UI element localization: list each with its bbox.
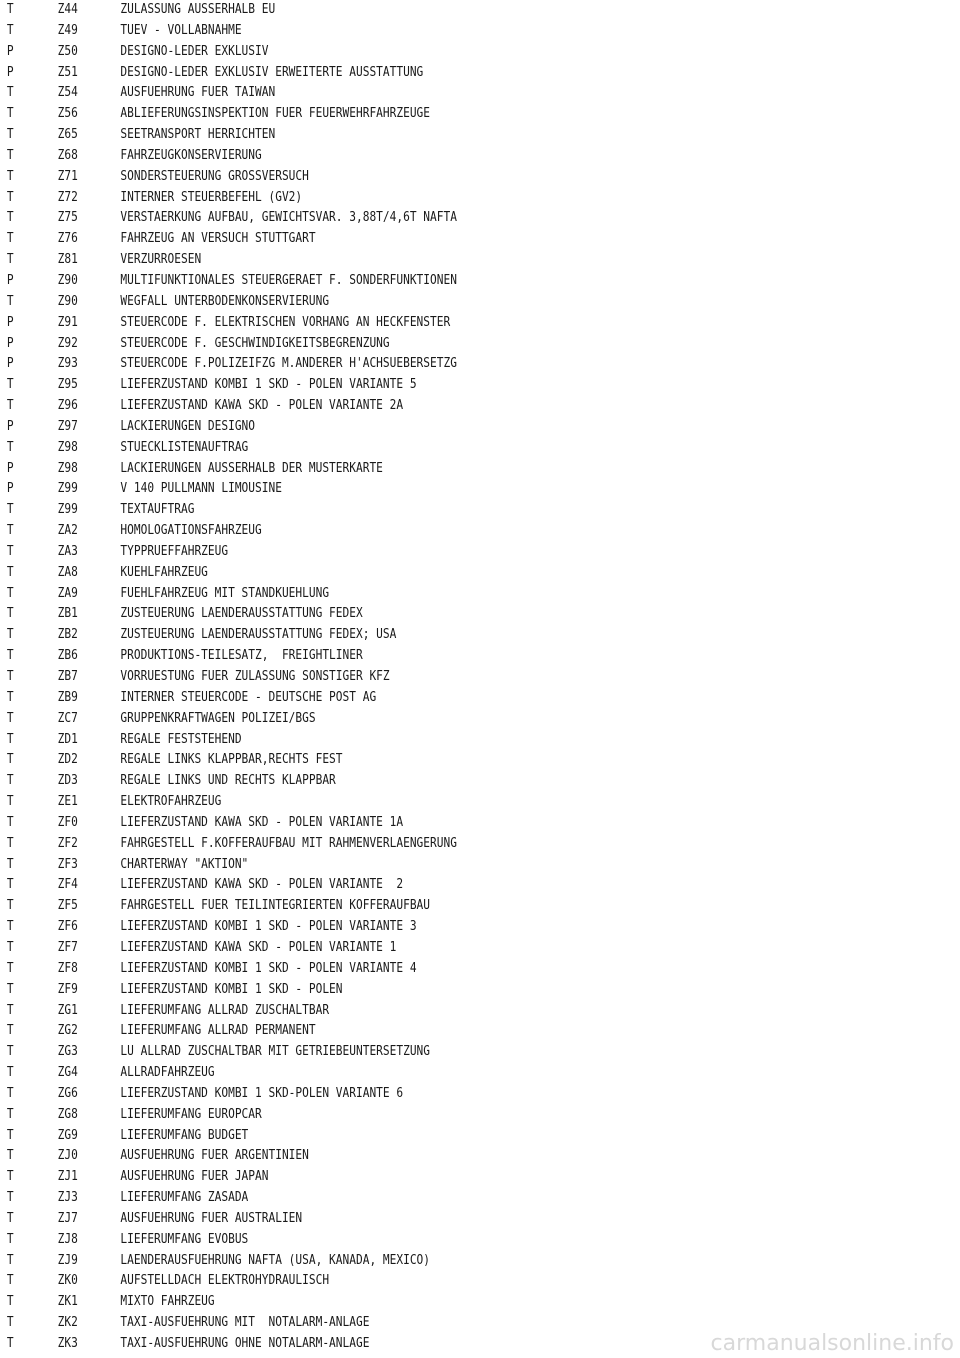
code: ZE1: [57, 794, 78, 810]
type-flag: T: [6, 564, 14, 580]
description: STEUERCODE F. ELEKTRISCHEN VORHANG AN HECKFENSTER: [120, 314, 451, 330]
list-item: [0, 709, 826, 730]
type-flag: T: [6, 1127, 14, 1143]
list-item: [0, 83, 826, 104]
list-item: [0, 1188, 826, 1209]
description: LIEFERUMFANG ZASADA: [120, 1190, 249, 1206]
list-item: [0, 1334, 826, 1355]
code: Z54: [57, 85, 78, 101]
type-flag: T: [6, 127, 14, 143]
description: LAENDERAUSFUEHRUNG NAFTA (USA, KANADA, MEXICO): [120, 1252, 431, 1268]
description: LIEFERZUSTAND KOMBI 1 SKD - POLEN VARIANTE 3: [120, 919, 417, 935]
list-item: [0, 1021, 826, 1042]
list-item: [0, 334, 826, 355]
list-item: [0, 855, 826, 876]
description: FUEHLFAHRZEUG MIT STANDKUEHLUNG: [120, 585, 330, 601]
description: LIEFERZUSTAND KOMBI 1 SKD - POLEN: [120, 981, 343, 997]
type-flag: T: [6, 877, 14, 893]
list-item: [0, 542, 826, 563]
type-flag: T: [6, 2, 14, 17]
code: Z99: [57, 502, 78, 518]
code: Z44: [57, 2, 78, 17]
description: LIEFERZUSTAND KOMBI 1 SKD-POLEN VARIANTE 6: [120, 1085, 404, 1101]
description: VERZURROESEN: [120, 252, 202, 268]
list-item: [0, 688, 826, 709]
code: Z81: [57, 252, 78, 268]
type-flag: T: [6, 106, 14, 122]
code: ZJ7: [57, 1210, 78, 1226]
list-item: [0, 208, 826, 229]
type-flag: P: [6, 314, 14, 330]
type-flag: T: [6, 1065, 14, 1081]
code: Z49: [57, 22, 78, 38]
type-flag: T: [6, 939, 14, 955]
list-item: [0, 1209, 826, 1230]
type-flag: P: [6, 64, 14, 80]
list-item: [0, 396, 826, 417]
list-item: [0, 125, 826, 146]
type-flag: T: [6, 856, 14, 872]
list-item: [0, 1084, 826, 1105]
type-flag: T: [6, 293, 14, 309]
list-item: [0, 604, 826, 625]
type-flag: T: [6, 1148, 14, 1164]
list-item: [0, 980, 826, 1001]
list-item: [0, 792, 826, 813]
code: Z75: [57, 210, 78, 226]
code: ZF4: [57, 877, 78, 893]
type-flag: T: [6, 585, 14, 601]
description: ABLIEFERUNGSINSPEKTION FUER FEUERWEHRFAHRZEUGE: [120, 106, 431, 122]
code: ZF7: [57, 939, 78, 955]
code: Z92: [57, 335, 78, 351]
list-item: [0, 1292, 826, 1313]
type-flag: T: [6, 147, 14, 163]
type-flag: T: [6, 85, 14, 101]
type-flag: T: [6, 252, 14, 268]
description: ZUSTEUERUNG LAENDERAUSSTATTUNG FEDEX; USA: [120, 627, 397, 643]
code: Z68: [57, 147, 78, 163]
code: ZJ1: [57, 1169, 78, 1185]
code: Z97: [57, 418, 78, 434]
type-flag: P: [6, 43, 14, 59]
type-flag: T: [6, 835, 14, 851]
code: ZG9: [57, 1127, 78, 1143]
type-flag: T: [6, 377, 14, 393]
list-item: [0, 646, 826, 667]
description: REGALE LINKS UND RECHTS KLAPPBAR: [120, 773, 336, 789]
description: REGALE FESTSTEHEND: [120, 731, 242, 747]
list-item: [0, 917, 826, 938]
description: SONDERSTEUERUNG GROSSVERSUCH: [120, 168, 309, 184]
description: TUEV - VOLLABNAHME: [120, 22, 242, 38]
list-item: [0, 271, 826, 292]
code: ZF3: [57, 856, 78, 872]
code: Z51: [57, 64, 78, 80]
code: ZF9: [57, 981, 78, 997]
description: ZUSTEUERUNG LAENDERAUSSTATTUNG FEDEX: [120, 606, 363, 622]
list-item: [0, 229, 826, 250]
watermark: carmanualsonline.info: [710, 1331, 954, 1356]
type-flag: T: [6, 919, 14, 935]
type-flag: T: [6, 981, 14, 997]
type-flag: T: [6, 1023, 14, 1039]
code: ZJ8: [57, 1231, 78, 1247]
description: LIEFERZUSTAND KOMBI 1 SKD - POLEN VARIANTE 4: [120, 960, 417, 976]
type-flag: T: [6, 168, 14, 184]
code: ZJ9: [57, 1252, 78, 1268]
type-flag: T: [6, 1315, 14, 1331]
code: Z93: [57, 356, 78, 372]
description: TAXI-AUSFUEHRUNG OHNE NOTALARM-ANLAGE: [120, 1336, 370, 1351]
description: AUSFUEHRUNG FUER TAIWAN: [120, 85, 276, 101]
description: STEUERCODE F. GESCHWINDIGKEITSBEGRENZUNG: [120, 335, 390, 351]
code: ZB2: [57, 627, 78, 643]
list-item: [0, 0, 826, 21]
description: LIEFERUMFANG EVOBUS: [120, 1231, 249, 1247]
description: GRUPPENKRAFTWAGEN POLIZEI/BGS: [120, 710, 316, 726]
type-flag: T: [6, 189, 14, 205]
type-flag: P: [6, 356, 14, 372]
list-item: [0, 1001, 826, 1022]
list-item: [0, 813, 826, 834]
description: V 140 PULLMANN LIMOUSINE: [120, 481, 282, 497]
type-flag: T: [6, 627, 14, 643]
type-flag: T: [6, 1190, 14, 1206]
description: ZULASSUNG AUSSERHALB EU: [120, 2, 276, 17]
description: TYPPRUEFFAHRZEUG: [120, 543, 229, 559]
description: ELEKTROFAHRZEUG: [120, 794, 222, 810]
list-item: [0, 188, 826, 209]
code: Z98: [57, 460, 78, 476]
description: LIEFERUMFANG ALLRAD PERMANENT: [120, 1023, 316, 1039]
description: KUEHLFAHRZEUG: [120, 564, 208, 580]
code: ZG2: [57, 1023, 78, 1039]
description: INTERNER STEUERCODE - DEUTSCHE POST AG: [120, 689, 377, 705]
list-item: [0, 730, 826, 751]
type-flag: T: [6, 1085, 14, 1101]
code: ZK3: [57, 1336, 78, 1351]
type-flag: T: [6, 1336, 14, 1351]
description: ALLRADFAHRZEUG: [120, 1065, 215, 1081]
type-flag: P: [6, 460, 14, 476]
type-flag: T: [6, 960, 14, 976]
list-item: [0, 167, 826, 188]
code: ZD3: [57, 773, 78, 789]
list-item: [0, 750, 826, 771]
description: STUECKLISTENAUFTRAG: [120, 439, 249, 455]
code: Z90: [57, 272, 78, 288]
type-flag: P: [6, 418, 14, 434]
description: LIEFERZUSTAND KAWA SKD - POLEN VARIANTE 2: [120, 877, 404, 893]
type-flag: P: [6, 272, 14, 288]
list-item: [0, 354, 826, 375]
list-item: [0, 104, 826, 125]
list-item: [0, 896, 826, 917]
list-item: [0, 459, 826, 480]
code: ZF8: [57, 960, 78, 976]
list-item: [0, 1042, 826, 1063]
code: ZG4: [57, 1065, 78, 1081]
code: ZJ0: [57, 1148, 78, 1164]
type-flag: T: [6, 1231, 14, 1247]
code: Z91: [57, 314, 78, 330]
list-item: [0, 146, 826, 167]
type-flag: T: [6, 1273, 14, 1289]
description: LU ALLRAD ZUSCHALTBAR MIT GETRIEBEUNTERSETZUNG: [120, 1044, 431, 1060]
description: CHARTERWAY "AKTION": [120, 856, 249, 872]
type-flag: T: [6, 543, 14, 559]
code: ZK1: [57, 1294, 78, 1310]
description: LIEFERZUSTAND KAWA SKD - POLEN VARIANTE 2A: [120, 398, 404, 414]
type-flag: P: [6, 335, 14, 351]
list-item: [0, 375, 826, 396]
description: SEETRANSPORT HERRICHTEN: [120, 127, 276, 143]
code: ZG6: [57, 1085, 78, 1101]
description: TAXI-AUSFUEHRUNG MIT NOTALARM-ANLAGE: [120, 1315, 370, 1331]
type-flag: T: [6, 794, 14, 810]
code: ZA2: [57, 523, 78, 539]
list-item: [0, 500, 826, 521]
code: ZA3: [57, 543, 78, 559]
description: FAHRZEUG AN VERSUCH STUTTGART: [120, 231, 316, 247]
description: LIEFERZUSTAND KAWA SKD - POLEN VARIANTE 1: [120, 939, 397, 955]
code: ZA9: [57, 585, 78, 601]
code: Z90: [57, 293, 78, 309]
code: ZF6: [57, 919, 78, 935]
list-item: [0, 625, 826, 646]
code: ZA8: [57, 564, 78, 580]
description: FAHRGESTELL FUER TEILINTEGRIERTEN KOFFERAUFBAU: [120, 898, 431, 914]
description: LIEFERUMFANG BUDGET: [120, 1127, 249, 1143]
type-flag: T: [6, 502, 14, 518]
code: ZD2: [57, 752, 78, 768]
code: ZB7: [57, 669, 78, 684]
type-flag: T: [6, 231, 14, 247]
description: LIEFERUMFANG ALLRAD ZUSCHALTBAR: [120, 1002, 330, 1018]
list-item: [0, 584, 826, 605]
list-item: [0, 63, 826, 84]
description: HOMOLOGATIONSFAHRZEUG: [120, 523, 262, 539]
code: Z65: [57, 127, 78, 143]
description: DESIGNO-LEDER EXKLUSIV ERWEITERTE AUSSTATTUNG: [120, 64, 424, 80]
description: LACKIERUNGEN AUSSERHALB DER MUSTERKARTE: [120, 460, 383, 476]
type-flag: T: [6, 1044, 14, 1060]
code: ZF5: [57, 898, 78, 914]
description: PRODUKTIONS-TEILESATZ, FREIGHTLINER: [120, 648, 363, 664]
list-item: [0, 834, 826, 855]
code: ZJ3: [57, 1190, 78, 1206]
code: Z56: [57, 106, 78, 122]
description: AUSFUEHRUNG FUER JAPAN: [120, 1169, 269, 1185]
code: Z98: [57, 439, 78, 455]
type-flag: T: [6, 1252, 14, 1268]
type-flag: T: [6, 898, 14, 914]
description: LACKIERUNGEN DESIGNO: [120, 418, 256, 434]
type-flag: T: [6, 210, 14, 226]
code: ZC7: [57, 710, 78, 726]
code: Z96: [57, 398, 78, 414]
type-flag: T: [6, 22, 14, 38]
list-item: [0, 521, 826, 542]
type-flag: T: [6, 814, 14, 830]
type-flag: T: [6, 606, 14, 622]
type-flag: T: [6, 1210, 14, 1226]
code: ZK2: [57, 1315, 78, 1331]
description: MULTIFUNKTIONALES STEUERGERAET F. SONDERFUNKTIONEN: [120, 272, 457, 288]
type-flag: T: [6, 1106, 14, 1122]
code: ZB9: [57, 689, 78, 705]
description: LIEFERUMFANG EUROPCAR: [120, 1106, 262, 1122]
description: AUSFUEHRUNG FUER AUSTRALIEN: [120, 1210, 303, 1226]
description: INTERNER STEUERBEFEHL (GV2): [120, 189, 303, 205]
code: ZB1: [57, 606, 78, 622]
list-item: [0, 563, 826, 584]
type-flag: T: [6, 731, 14, 747]
list-item: [0, 1271, 826, 1292]
list-item: [0, 313, 826, 334]
code: ZB6: [57, 648, 78, 664]
description: FAHRGESTELL F.KOFFERAUFBAU MIT RAHMENVERLAENGERUNG: [120, 835, 457, 851]
type-flag: T: [6, 669, 14, 684]
description: WEGFALL UNTERBODENKONSERVIERUNG: [120, 293, 330, 309]
description: VERSTAERKUNG AUFBAU, GEWICHTSVAR. 3,88T/4,6T NAFTA: [120, 210, 457, 226]
description: MIXTO FAHRZEUG: [120, 1294, 215, 1310]
list-item: [0, 1251, 826, 1272]
type-flag: T: [6, 523, 14, 539]
type-flag: T: [6, 648, 14, 664]
type-flag: T: [6, 752, 14, 768]
type-flag: T: [6, 710, 14, 726]
type-flag: T: [6, 398, 14, 414]
list-item: [0, 959, 826, 980]
description: LIEFERZUSTAND KAWA SKD - POLEN VARIANTE 1A: [120, 814, 404, 830]
code: Z71: [57, 168, 78, 184]
list-item: [0, 1167, 826, 1188]
description: AUFSTELLDACH ELEKTROHYDRAULISCH: [120, 1273, 330, 1289]
type-flag: T: [6, 773, 14, 789]
list-item: [0, 667, 826, 688]
list-item: [0, 250, 826, 271]
code: Z50: [57, 43, 78, 59]
description: VORRUESTUNG FUER ZULASSUNG SONSTIGER KFZ: [120, 669, 390, 684]
code: Z72: [57, 189, 78, 205]
list-item: [0, 42, 826, 63]
list-item: [0, 1105, 826, 1126]
list-item: [0, 292, 826, 313]
list-item: [0, 1126, 826, 1147]
list-item: [0, 1063, 826, 1084]
list-item: [0, 938, 826, 959]
type-flag: T: [6, 1294, 14, 1310]
code: ZG8: [57, 1106, 78, 1122]
description: DESIGNO-LEDER EXKLUSIV: [120, 43, 269, 59]
description: TEXTAUFTRAG: [120, 502, 195, 518]
type-flag: T: [6, 1169, 14, 1185]
list-item: [0, 479, 826, 500]
code: ZF0: [57, 814, 78, 830]
list-item: [0, 1313, 826, 1334]
type-flag: T: [6, 1002, 14, 1018]
description: FAHRZEUGKONSERVIERUNG: [120, 147, 262, 163]
description: STEUERCODE F.POLIZEIFZG M.ANDERER H'ACHSUEBERSETZG: [120, 356, 457, 372]
type-flag: T: [6, 689, 14, 705]
list-item: [0, 21, 826, 42]
list-item: [0, 438, 826, 459]
description: REGALE LINKS KLAPPBAR,RECHTS FEST: [120, 752, 343, 768]
description: LIEFERZUSTAND KOMBI 1 SKD - POLEN VARIANTE 5: [120, 377, 417, 393]
type-flag: P: [6, 481, 14, 497]
description: AUSFUEHRUNG FUER ARGENTINIEN: [120, 1148, 309, 1164]
list-item: [0, 417, 826, 438]
code: ZF2: [57, 835, 78, 851]
code: Z76: [57, 231, 78, 247]
list-item: [0, 875, 826, 896]
code: Z95: [57, 377, 78, 393]
list-item: [0, 771, 826, 792]
list-item: [0, 1230, 826, 1251]
type-flag: T: [6, 439, 14, 455]
code: Z99: [57, 481, 78, 497]
code: ZG3: [57, 1044, 78, 1060]
code: ZD1: [57, 731, 78, 747]
list-item: [0, 1146, 826, 1167]
code: ZG1: [57, 1002, 78, 1018]
code: ZK0: [57, 1273, 78, 1289]
